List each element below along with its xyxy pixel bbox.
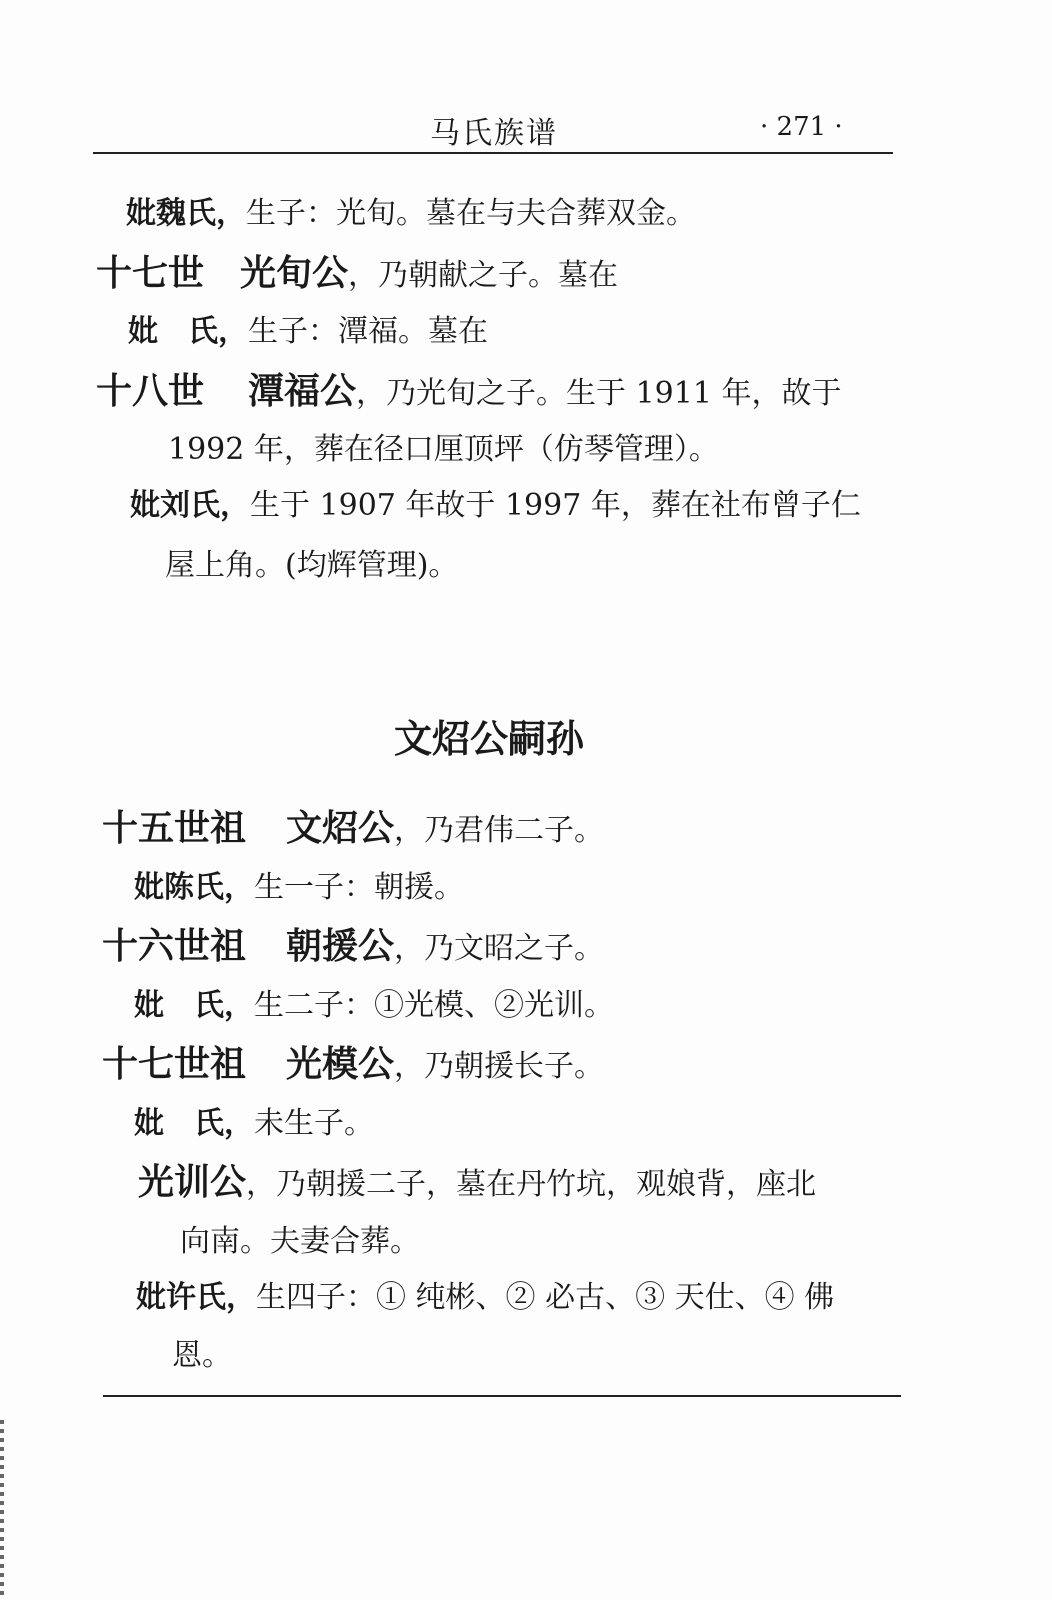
header-rule [93, 152, 893, 154]
section-title: 文炤公嗣孙 [394, 717, 585, 761]
entry-18th-tanfu: 十八世 潭福公，乃光旬之子。生于 1911 年，故于 [96, 371, 842, 412]
entry-wife-wei: 妣魏氏，生子：光旬。墓在与夫合葬双金。 [126, 196, 696, 231]
entry-wife-unnamed-3: 妣 氏，未生子。 [134, 1106, 374, 1141]
entry-wife-liu: 妣刘氏，生于 1907 年故于 1997 年，葬在社布曾子仁 [130, 488, 861, 523]
entry-17th-guangmo: 十七世祖 光模公，乃朝援长子。 [102, 1044, 605, 1085]
entry-16th-chaoyuan: 十六世祖 朝援公，乃文昭之子。 [102, 926, 605, 967]
page-number: · 271 · [760, 112, 843, 142]
binding-edge [0, 1420, 4, 1600]
entry-wife-xu: 妣许氏，生四子：① 纯彬、② 必古、③ 天仕、④ 佛 [136, 1280, 835, 1315]
entry-wife-xu-cont: 恩。 [172, 1338, 232, 1373]
running-header-title: 马氏族谱 [430, 116, 558, 151]
entry-guangxun: 光训公，乃朝援二子，墓在丹竹坑，观娘背，座北 [138, 1162, 817, 1203]
entry-guangxun-cont: 向南。夫妻合葬。 [180, 1224, 420, 1259]
entry-wife-unnamed-2: 妣 氏，生二子：①光模、②光训。 [134, 988, 614, 1023]
footer-rule [103, 1395, 901, 1397]
entry-15th-wenzhao: 十五世祖 文炤公，乃君伟二子。 [102, 808, 605, 849]
entry-17th-guangxun: 十七世 光旬公，乃朝献之子。墓在 [96, 253, 619, 294]
entry-wife-unnamed-1: 妣 氏，生子：潭福。墓在 [128, 314, 488, 349]
entry-wife-liu-cont: 屋上角。(均辉管理)。 [165, 548, 459, 583]
entry-18th-tanfu-cont: 1992 年，葬在径口厘顶坪（仿琴管理）。 [168, 432, 719, 467]
entry-wife-chen: 妣陈氏，生一子：朝援。 [134, 870, 464, 905]
